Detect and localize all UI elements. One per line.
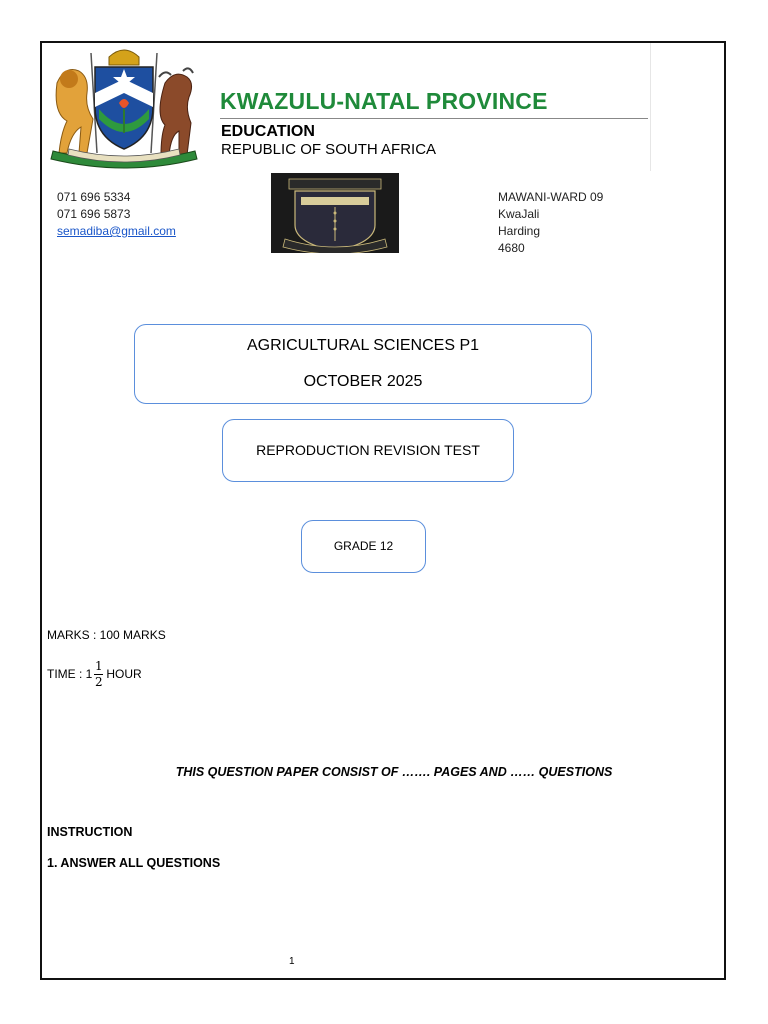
- email-link[interactable]: semadiba@gmail.com: [57, 224, 176, 238]
- school-badge-icon: [271, 173, 399, 253]
- phone-1: 071 696 5334: [57, 190, 131, 204]
- time-fraction: [94, 660, 103, 689]
- test-name: REPRODUCTION REVISION TEST: [256, 442, 480, 458]
- address-line-4: 4680: [498, 241, 525, 255]
- address-line-3: Harding: [498, 224, 541, 238]
- test-name-box: [222, 419, 514, 482]
- time-row: [47, 656, 142, 692]
- contact-block: [57, 189, 176, 240]
- page-number: 1: [289, 956, 295, 967]
- banner-edge: [650, 43, 651, 171]
- grade-label: GRADE 12: [333, 539, 394, 553]
- consist-note: THIS QUESTION PAPER CONSIST OF ……. PAGES AND …… QUESTIONS: [175, 765, 613, 779]
- instruction-item: 1. ANSWER ALL QUESTIONS: [47, 856, 221, 870]
- fraction-denominator: 2: [95, 674, 103, 689]
- subject-title: AGRICULTURAL SCIENCES P1: [246, 337, 480, 354]
- department-title: EDUCATION: [221, 123, 315, 140]
- banner-rule: [220, 118, 648, 119]
- republic-title: REPUBLIC OF SOUTH AFRICA: [221, 141, 437, 158]
- grade-box: [301, 520, 426, 573]
- address-block: [498, 189, 603, 257]
- address-line-2: KwaJali: [498, 207, 540, 221]
- marks-label: MARKS : 100 MARKS: [47, 628, 166, 642]
- kzn-coat-of-arms-icon: [47, 43, 202, 171]
- province-title: KWAZULU-NATAL PROVINCE: [220, 88, 548, 114]
- address-line-1: MAWANI-WARD 09: [498, 190, 604, 204]
- time-label: TIME : 1: [47, 667, 93, 681]
- time-unit: HOUR: [106, 667, 142, 681]
- instructions-heading: INSTRUCTION: [47, 825, 133, 839]
- phone-2: 071 696 5873: [57, 207, 131, 221]
- exam-date: OCTOBER 2025: [303, 373, 423, 390]
- fraction-numerator: 1: [95, 658, 103, 673]
- subject-box: [134, 324, 592, 404]
